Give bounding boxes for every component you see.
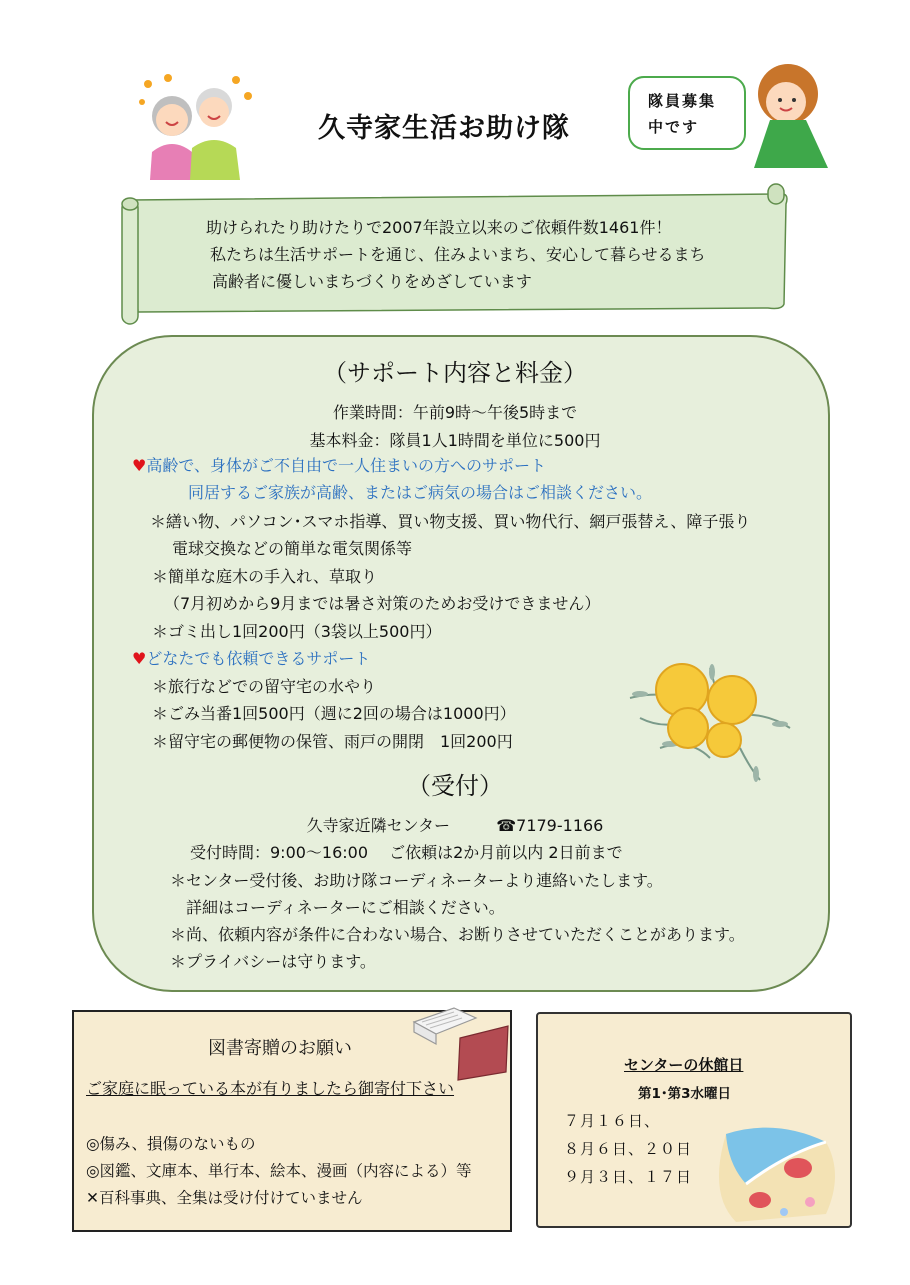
book-donation-item: ✕百科事典、全集は受け付けていません [86,1189,363,1207]
closed-days-heading: センターの休館日 [624,1056,744,1074]
support-item: ＊簡単な庭木の手入れ、草取り [152,567,377,586]
closed-date: ９月３日、１７日 [564,1168,693,1186]
intro-text [206,214,706,295]
bubble-line-2: 中です [648,118,700,136]
section-anyone-title: ♥どなたでも依頼できるサポート [132,649,371,668]
beach-crab-illustration [706,1124,844,1224]
book-donation-item: ◎図鑑、文庫本、単行本、絵本、漫画（内容による）等 [86,1162,472,1180]
support-item: ＊ごみ当番1回500円（週に2回の場合は1000円） [152,704,516,723]
phone-number: 7179-1166 [516,816,604,835]
bubble-line-1: 隊員募集 [648,92,717,110]
support-heading: （サポート内容と料金） [323,359,587,387]
book-donation-heading: 図書寄贈のお願い [208,1038,352,1059]
phone-icon: ☎ [496,816,517,835]
closed-date: ７月１６日、 [564,1112,661,1130]
reception-center: 久寺家近隣センター ☎7179-1166 [306,816,604,835]
reception-note: 詳細はコーディネーターにご相談ください。 [186,898,505,917]
reception-note: ＊センター受付後、お助け隊コーディネーターより連絡いたします。 [170,871,663,890]
section-elderly-title: ♥高齢で、身体がご不自由で一人住まいの方へのサポート [132,456,547,475]
closed-date: ８月６日、２０日 [564,1140,693,1158]
support-item: ＊旅行などでの留守宅の水やり [152,677,377,696]
heart-icon: ♥ [132,649,147,668]
closed-days-rule: 第1･第3水曜日 [638,1086,732,1102]
reception-heading: （受付） [407,772,503,800]
intro-line-2: 私たちは生活サポートを通じ、住みよいまち、安心して暮らせるまち [210,245,706,264]
intro-line-1: 助けられたり助けたりで2007年設立以来のご依頼件数1461件！ [206,218,672,237]
recruiting-speech-bubble [628,76,746,150]
book-donation-item: ◎傷み、損傷のないもの [86,1135,256,1153]
basic-fee: 基本料金：隊員1人1時間を単位に500円 [309,431,601,450]
elderly-couple-illustration [136,72,256,182]
reception-hours: 受付時間：9:00～16:00 ご依頼は2か月前以内 2日前まで [190,843,623,862]
intro-line-3: 高齢者に優しいまちづくりをめざしています [212,272,532,291]
books-icon [410,1000,510,1082]
flowers-illustration [620,648,795,783]
section-elderly-subtitle: 同居するご家族が高齢、またはご病気の場合はご相談ください。 [188,483,653,502]
page-title: 久寺家生活お助け隊 [318,113,570,144]
child-mascot-illustration [740,58,840,168]
heart-icon: ♥ [132,456,147,475]
reception-note: ＊プライバシーは守ります。 [170,952,376,971]
work-hours: 作業時間：午前9時～午後5時まで [332,403,578,422]
support-item: 電球交換などの簡単な電気関係等 [172,539,413,558]
support-item: ＊繕い物、パソコン･スマホ指導、買い物支援、買い物代行、網戸張替え、障子張り [150,512,751,531]
book-donation-subheading: ご家庭に眠っている本が有りましたら御寄付下さい [86,1079,455,1098]
support-item: ＊ゴミ出し1回200円（3袋以上500円） [152,622,442,641]
support-item: （7月初めから9月までは暑さ対策のためお受けできません） [164,594,601,613]
reception-note: ＊尚、依頼内容が条件に合わない場合、お断りさせていただくことがあります。 [170,925,745,944]
support-item: ＊留守宅の郵便物の保管、雨戸の開閉 1回200円 [152,732,513,751]
